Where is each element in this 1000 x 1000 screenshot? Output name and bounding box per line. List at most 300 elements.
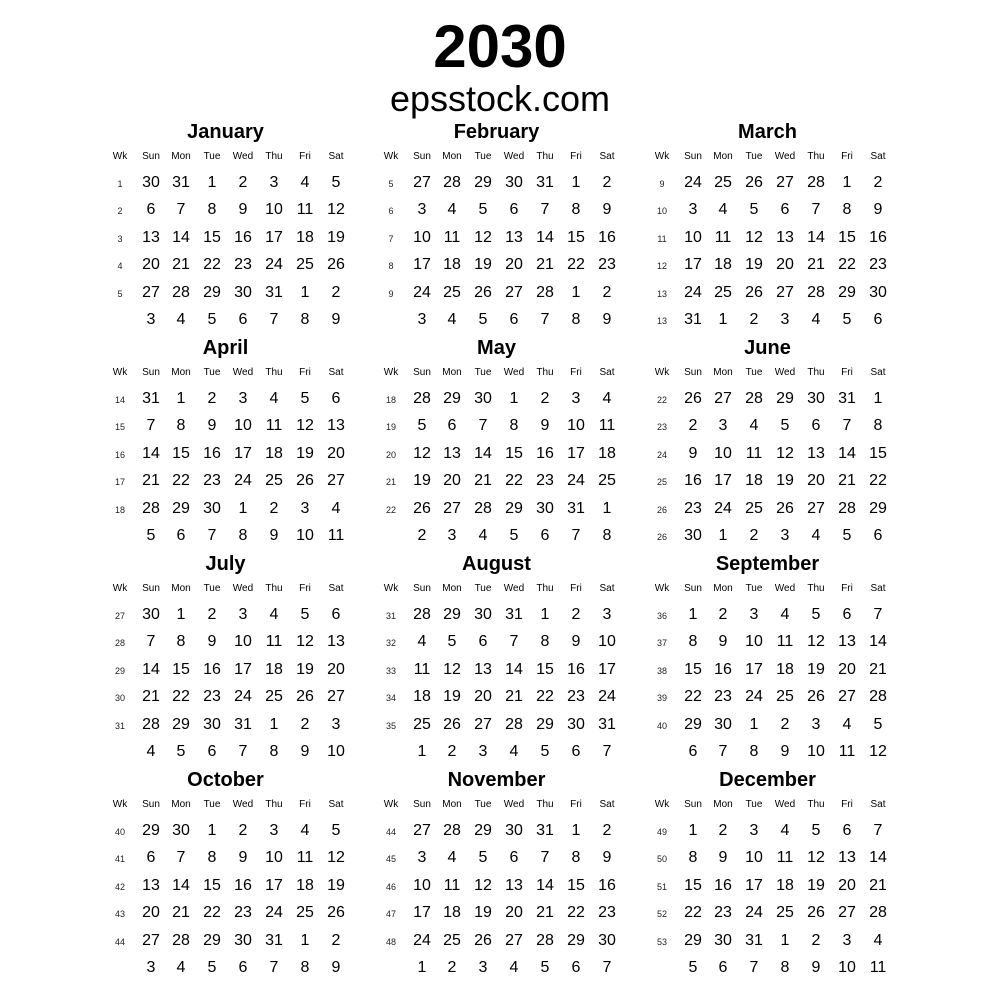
month-january (90, 120, 361, 336)
weekday-header: Fri (299, 367, 311, 378)
weekday-header: Fri (299, 799, 311, 810)
day-cell: 14 (869, 849, 887, 866)
day-cell: 13 (776, 229, 794, 246)
day-cell: 29 (776, 390, 794, 407)
day-cell: 6 (688, 743, 698, 760)
day-cell: 9 (331, 311, 341, 328)
weekday-header: Fri (841, 151, 853, 162)
day-cell: 31 (536, 174, 554, 191)
week-number: 43 (114, 909, 125, 919)
day-cell: 8 (749, 743, 759, 760)
day-cell: 4 (146, 743, 156, 760)
day-cell: 3 (417, 311, 427, 328)
day-cell: 20 (505, 256, 523, 273)
day-cell: 30 (869, 284, 887, 301)
day-cell: 4 (269, 606, 279, 623)
day-cell: 9 (269, 527, 279, 544)
week-number: 39 (656, 693, 667, 703)
day-cell: 4 (749, 417, 759, 434)
month-march (632, 120, 903, 336)
weekday-header: Fri (841, 583, 853, 594)
day-cell: 30 (142, 174, 160, 191)
day-cell: 4 (176, 311, 186, 328)
day-cell: 31 (505, 606, 523, 623)
day-cell: 30 (505, 174, 523, 191)
day-cell: 27 (838, 688, 856, 705)
day-cell: 28 (536, 284, 554, 301)
day-cell: 4 (417, 633, 427, 650)
day-cell: 30 (474, 606, 492, 623)
weekday-header: Sun (413, 367, 431, 378)
day-cell: 8 (300, 959, 310, 976)
day-cell: 23 (234, 904, 252, 921)
weekday-header: Mon (171, 583, 191, 594)
day-cell: 1 (780, 932, 790, 949)
day-cell: 22 (567, 904, 585, 921)
day-cell: 12 (474, 877, 492, 894)
day-cell: 27 (505, 932, 523, 949)
week-number: 44 (385, 827, 396, 837)
day-cell: 22 (203, 256, 221, 273)
weekday-header: Mon (442, 367, 462, 378)
day-cell: 15 (869, 445, 887, 462)
day-cell: 26 (684, 390, 702, 407)
month-title: May (477, 337, 516, 359)
weekday-header: Sat (870, 151, 886, 162)
weekday-header: Sun (684, 799, 702, 810)
day-cell: 30 (234, 284, 252, 301)
day-cell: 1 (417, 959, 427, 976)
weekday-header: Mon (171, 367, 191, 378)
day-cell: 2 (780, 716, 790, 733)
day-cell: 14 (536, 229, 554, 246)
weekday-header: Tue (474, 799, 492, 810)
day-cell: 29 (142, 822, 160, 839)
day-cell: 4 (718, 201, 728, 218)
day-cell: 1 (688, 822, 698, 839)
day-cell: 12 (296, 633, 314, 650)
day-cell: 6 (873, 527, 883, 544)
day-cell: 30 (203, 716, 221, 733)
day-cell: 3 (688, 201, 698, 218)
day-cell: 12 (869, 743, 887, 760)
month-title: September (715, 553, 820, 575)
day-cell: 13 (807, 445, 825, 462)
day-cell: 2 (238, 822, 248, 839)
day-cell: 25 (714, 174, 732, 191)
day-cell: 6 (146, 201, 156, 218)
day-cell: 21 (172, 256, 190, 273)
day-cell: 4 (300, 822, 310, 839)
day-cell: 27 (505, 284, 523, 301)
day-cell: 6 (509, 311, 519, 328)
weekday-header: Fri (570, 151, 582, 162)
week-number: 18 (114, 505, 125, 515)
day-cell: 4 (447, 849, 457, 866)
day-cell: 27 (443, 500, 461, 517)
day-cell: 5 (300, 606, 310, 623)
day-cell: 28 (443, 174, 461, 191)
site-name: epsstock.com (389, 78, 611, 119)
day-cell: 4 (447, 201, 457, 218)
day-cell: 5 (540, 959, 550, 976)
day-cell: 6 (873, 311, 883, 328)
day-cell: 3 (331, 716, 341, 733)
day-cell: 7 (269, 311, 279, 328)
day-cell: 2 (811, 932, 821, 949)
day-cell: 21 (536, 256, 554, 273)
day-cell: 10 (745, 849, 763, 866)
day-cell: 21 (474, 472, 492, 489)
day-cell: 28 (172, 932, 190, 949)
day-cell: 9 (780, 743, 790, 760)
day-cell: 3 (780, 527, 790, 544)
day-cell: 21 (869, 877, 887, 894)
weekday-header: Mon (171, 151, 191, 162)
day-cell: 15 (505, 445, 523, 462)
weekday-header: Mon (442, 799, 462, 810)
day-cell: 9 (873, 201, 883, 218)
day-cell: 1 (842, 174, 852, 191)
day-cell: 24 (413, 932, 431, 949)
day-cell: 17 (714, 472, 732, 489)
day-cell: 11 (443, 877, 461, 894)
day-cell: 10 (234, 633, 252, 650)
day-cell: 16 (598, 229, 616, 246)
day-cell: 17 (567, 445, 585, 462)
month-title: July (205, 553, 246, 575)
day-cell: 6 (238, 311, 248, 328)
week-number: 10 (656, 206, 667, 216)
day-cell: 9 (602, 201, 612, 218)
day-cell: 10 (838, 959, 856, 976)
day-cell: 16 (203, 445, 221, 462)
day-cell: 12 (745, 229, 763, 246)
day-cell: 18 (776, 661, 794, 678)
weekday-header: Tue (474, 583, 492, 594)
day-cell: 1 (269, 716, 279, 733)
day-cell: 3 (749, 606, 759, 623)
month-title: June (744, 337, 791, 359)
day-cell: 11 (443, 229, 461, 246)
day-cell: 26 (296, 688, 314, 705)
calendar-year-title: 2030 (433, 13, 567, 80)
day-cell: 11 (265, 417, 283, 434)
day-cell: 26 (296, 472, 314, 489)
day-cell: 15 (172, 661, 190, 678)
day-cell: 6 (447, 417, 457, 434)
day-cell: 8 (780, 959, 790, 976)
month-june (632, 336, 903, 552)
day-cell: 5 (146, 527, 156, 544)
day-cell: 31 (598, 716, 616, 733)
day-cell: 4 (478, 527, 488, 544)
weekday-header: Wk (112, 583, 128, 594)
day-cell: 3 (300, 500, 310, 517)
day-cell: 30 (142, 606, 160, 623)
weekday-header: Wed (503, 151, 525, 162)
day-cell: 31 (684, 311, 702, 328)
weekday-header: Mon (713, 367, 733, 378)
day-cell: 1 (873, 390, 883, 407)
day-cell: 1 (417, 743, 427, 760)
week-number: 31 (114, 721, 125, 731)
weekday-header: Thu (536, 583, 554, 594)
day-cell: 23 (598, 904, 616, 921)
week-number: 46 (385, 882, 396, 892)
weekday-header: Tue (745, 583, 763, 594)
week-number: 20 (385, 450, 396, 460)
week-number: 50 (656, 854, 667, 864)
day-cell: 21 (142, 688, 160, 705)
day-cell: 2 (749, 311, 759, 328)
day-cell: 14 (474, 445, 492, 462)
day-cell: 14 (807, 229, 825, 246)
day-cell: 10 (567, 417, 585, 434)
weekday-header: Wed (503, 799, 525, 810)
day-cell: 4 (509, 743, 519, 760)
day-cell: 31 (265, 932, 283, 949)
day-cell: 10 (296, 527, 314, 544)
day-cell: 10 (413, 229, 431, 246)
day-cell: 25 (745, 500, 763, 517)
day-cell: 20 (505, 904, 523, 921)
week-number: 11 (657, 234, 667, 244)
day-cell: 25 (413, 716, 431, 733)
day-cell: 3 (602, 606, 612, 623)
day-cell: 5 (688, 959, 698, 976)
day-cell: 6 (842, 822, 852, 839)
day-cell: 17 (265, 877, 283, 894)
day-cell: 25 (776, 688, 794, 705)
day-cell: 23 (203, 472, 221, 489)
day-cell: 30 (505, 822, 523, 839)
week-number: 16 (114, 450, 125, 460)
month-title: December (719, 769, 816, 791)
day-cell: 18 (265, 445, 283, 462)
day-cell: 20 (327, 445, 345, 462)
day-cell: 8 (688, 633, 698, 650)
day-cell: 2 (417, 527, 427, 544)
day-cell: 8 (176, 417, 186, 434)
day-cell: 5 (478, 849, 488, 866)
day-cell: 11 (413, 661, 431, 678)
day-cell: 16 (869, 229, 887, 246)
day-cell: 7 (718, 743, 728, 760)
week-number: 53 (656, 937, 667, 947)
day-cell: 8 (602, 527, 612, 544)
day-cell: 7 (207, 527, 217, 544)
day-cell: 16 (567, 661, 585, 678)
day-cell: 29 (536, 716, 554, 733)
day-cell: 19 (327, 877, 345, 894)
day-cell: 9 (811, 959, 821, 976)
day-cell: 18 (598, 445, 616, 462)
day-cell: 11 (776, 633, 794, 650)
month-october (90, 768, 361, 984)
weekday-header: Mon (442, 583, 462, 594)
day-cell: 13 (443, 445, 461, 462)
weekday-header: Wed (503, 367, 525, 378)
day-cell: 14 (142, 445, 160, 462)
day-cell: 13 (142, 877, 160, 894)
day-cell: 6 (176, 527, 186, 544)
day-cell: 15 (203, 877, 221, 894)
day-cell: 1 (207, 822, 217, 839)
day-cell: 13 (142, 229, 160, 246)
day-cell: 6 (478, 633, 488, 650)
day-cell: 3 (417, 849, 427, 866)
week-number: 38 (656, 666, 667, 676)
week-number: 21 (385, 477, 396, 487)
week-number: 32 (385, 638, 396, 648)
day-cell: 26 (807, 688, 825, 705)
day-cell: 15 (838, 229, 856, 246)
day-cell: 3 (238, 390, 248, 407)
weekday-header: Thu (807, 799, 825, 810)
day-cell: 6 (331, 390, 341, 407)
day-cell: 28 (413, 390, 431, 407)
day-cell: 4 (331, 500, 341, 517)
day-cell: 24 (598, 688, 616, 705)
weekday-header: Wed (503, 583, 525, 594)
weekday-header: Tue (745, 367, 763, 378)
day-cell: 2 (602, 174, 612, 191)
month-title: March (738, 121, 797, 143)
weekday-header: Tue (203, 367, 221, 378)
day-cell: 3 (811, 716, 821, 733)
day-cell: 17 (413, 256, 431, 273)
week-number: 18 (385, 395, 396, 405)
week-number: 28 (114, 638, 125, 648)
day-cell: 1 (718, 311, 728, 328)
weekday-header: Tue (203, 583, 221, 594)
day-cell: 1 (571, 822, 581, 839)
weekday-header: Thu (536, 367, 554, 378)
day-cell: 11 (776, 849, 794, 866)
day-cell: 24 (745, 688, 763, 705)
day-cell: 29 (567, 932, 585, 949)
weekday-header: Thu (807, 583, 825, 594)
day-cell: 20 (474, 688, 492, 705)
weekday-header: Tue (745, 799, 763, 810)
weekday-header: Thu (265, 151, 283, 162)
day-cell: 18 (296, 229, 314, 246)
day-cell: 29 (172, 500, 190, 517)
day-cell: 19 (474, 256, 492, 273)
day-cell: 21 (142, 472, 160, 489)
day-cell: 24 (234, 688, 252, 705)
day-cell: 7 (873, 822, 883, 839)
weekday-header: Wk (112, 799, 128, 810)
day-cell: 17 (684, 256, 702, 273)
day-cell: 5 (176, 743, 186, 760)
day-cell: 29 (505, 500, 523, 517)
day-cell: 24 (684, 174, 702, 191)
day-cell: 28 (413, 606, 431, 623)
day-cell: 15 (536, 661, 554, 678)
week-number: 22 (656, 395, 667, 405)
day-cell: 28 (505, 716, 523, 733)
day-cell: 29 (203, 932, 221, 949)
day-cell: 2 (571, 606, 581, 623)
day-cell: 12 (807, 633, 825, 650)
day-cell: 7 (749, 959, 759, 976)
day-cell: 24 (745, 904, 763, 921)
weekday-header: Sat (599, 583, 615, 594)
day-cell: 22 (505, 472, 523, 489)
weekday-header: Fri (841, 367, 853, 378)
day-cell: 3 (718, 417, 728, 434)
week-number: 7 (388, 234, 394, 244)
day-cell: 22 (172, 688, 190, 705)
day-cell: 3 (269, 174, 279, 191)
day-cell: 2 (540, 390, 550, 407)
day-cell: 28 (745, 390, 763, 407)
day-cell: 18 (296, 877, 314, 894)
day-cell: 29 (443, 606, 461, 623)
day-cell: 25 (296, 904, 314, 921)
day-cell: 4 (269, 390, 279, 407)
day-cell: 26 (745, 284, 763, 301)
day-cell: 20 (142, 904, 160, 921)
day-cell: 10 (745, 633, 763, 650)
month-september (632, 552, 903, 768)
day-cell: 16 (234, 877, 252, 894)
day-cell: 27 (714, 390, 732, 407)
day-cell: 17 (234, 445, 252, 462)
day-cell: 6 (331, 606, 341, 623)
weekday-header: Wed (232, 367, 254, 378)
day-cell: 2 (300, 716, 310, 733)
day-cell: 4 (811, 311, 821, 328)
day-cell: 2 (207, 606, 217, 623)
month-february (361, 120, 632, 336)
day-cell: 27 (413, 174, 431, 191)
week-number: 5 (117, 289, 123, 299)
day-cell: 4 (873, 932, 883, 949)
day-cell: 6 (780, 201, 790, 218)
day-cell: 29 (474, 174, 492, 191)
month-title: August (462, 553, 531, 575)
week-number: 40 (656, 721, 667, 731)
day-cell: 2 (447, 959, 457, 976)
day-cell: 8 (540, 633, 550, 650)
weekday-header: Sat (870, 583, 886, 594)
day-cell: 4 (176, 959, 186, 976)
day-cell: 24 (265, 904, 283, 921)
day-cell: 18 (776, 877, 794, 894)
day-cell: 2 (873, 174, 883, 191)
weekday-header: Mon (713, 583, 733, 594)
weekday-header: Wk (112, 367, 128, 378)
weekday-header: Sun (413, 799, 431, 810)
day-cell: 2 (718, 606, 728, 623)
day-cell: 28 (443, 822, 461, 839)
day-cell: 17 (265, 229, 283, 246)
weekday-header: Sun (142, 583, 160, 594)
month-title: November (447, 769, 546, 791)
day-cell: 4 (300, 174, 310, 191)
day-cell: 29 (684, 716, 702, 733)
day-cell: 8 (571, 849, 581, 866)
week-number: 9 (659, 179, 665, 189)
day-cell: 1 (238, 500, 248, 517)
weekday-header: Tue (474, 367, 492, 378)
day-cell: 21 (807, 256, 825, 273)
day-cell: 25 (296, 256, 314, 273)
day-cell: 5 (447, 633, 457, 650)
